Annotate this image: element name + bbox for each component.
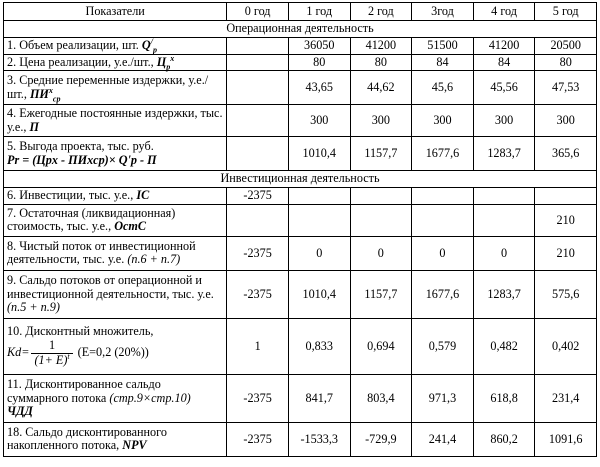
row-label-text: 10. Дисконтный множитель,: [7, 324, 154, 339]
table-row: [4, 204, 597, 236]
row-label: [4, 71, 227, 105]
cell: 1677,6: [412, 270, 474, 318]
row-formula: Pr = (Цpx - ПИxср)× Q'p - П: [7, 152, 157, 167]
row-label-text: 18. Сальдо дисконтированного накопленного потока,: [7, 424, 167, 453]
cell: [473, 204, 535, 236]
cell: 84: [473, 54, 535, 71]
row-variable: $Ц_p^x$: [156, 53, 175, 72]
row-label: [4, 137, 227, 171]
cell: 971,3: [412, 374, 474, 422]
cell: 210: [535, 236, 597, 270]
cell: -2375: [227, 270, 289, 318]
cell: 47,53: [535, 71, 597, 105]
row-note: (стр.9×стр.10): [109, 390, 191, 405]
cell: 1010,4: [288, 270, 350, 318]
cell: [473, 188, 535, 205]
row-variable: ОстС: [114, 219, 147, 234]
row-variable: $Q^/_p$: [141, 36, 157, 55]
row-variable: IC: [136, 188, 150, 203]
row-label-text: 5. Выгода проекта, тыс. руб.: [7, 139, 154, 154]
cell: 0: [288, 236, 350, 270]
row-label: [4, 236, 227, 270]
cell: -2375: [227, 188, 289, 205]
col-header-indicator: Показатели: [4, 3, 227, 21]
cell: 803,4: [350, 374, 412, 422]
cell: 1157,7: [350, 137, 412, 171]
cell: 51500: [412, 38, 474, 55]
section-row-investing: [4, 171, 597, 188]
discount-rate: (Е=0,2 (20%)): [77, 345, 149, 360]
cell: -729,9: [350, 422, 412, 456]
cell: [227, 38, 289, 55]
cell: [350, 188, 412, 205]
table-row: [4, 318, 597, 374]
cell: [535, 188, 597, 205]
cell: 0: [350, 236, 412, 270]
cell: 0: [412, 236, 474, 270]
row-label: [4, 374, 227, 422]
cell: 45,6: [412, 71, 474, 105]
cell: [412, 204, 474, 236]
cell: 575,6: [535, 270, 597, 318]
col-header-year-0: 0 год: [227, 3, 289, 21]
cell: 0: [473, 236, 535, 270]
row-label: [4, 204, 227, 236]
cell: [350, 204, 412, 236]
indicators-table: [3, 2, 597, 457]
cell: 1283,7: [473, 137, 535, 171]
cell: 80: [535, 54, 597, 71]
row-label: [4, 54, 227, 71]
cell: 1677,6: [412, 137, 474, 171]
cell: 300: [288, 105, 350, 137]
table-row: [4, 236, 597, 270]
table-row: [4, 38, 597, 55]
cell: 80: [350, 54, 412, 71]
row-note: (п.6 + п.7): [127, 252, 181, 267]
table-row: [4, 374, 597, 422]
table-row: [4, 422, 597, 456]
cell: 1: [227, 318, 289, 374]
cell: 0,482: [473, 318, 535, 374]
cell: 231,4: [535, 374, 597, 422]
cell: 1283,7: [473, 270, 535, 318]
row-label-text: 2. Цена реализации, у.е./шт.,: [7, 54, 154, 69]
table-row: [4, 270, 597, 318]
row-label: [4, 270, 227, 318]
cell: [227, 71, 289, 105]
cell: 84: [412, 54, 474, 71]
cell: 618,8: [473, 374, 535, 422]
cell: 210: [535, 204, 597, 236]
row-label: [4, 318, 227, 374]
cell: 300: [350, 105, 412, 137]
table-row: [4, 54, 597, 71]
cell: [288, 204, 350, 236]
row-variable: ЧДД: [7, 404, 33, 419]
row-label-text: 7. Остаточная (ликвидационная) стоимость, тыс. у.е.,: [7, 205, 176, 234]
cell: 841,7: [288, 374, 350, 422]
row-label-text: 1. Объем реализации, шт.: [7, 38, 139, 52]
row-label: [4, 38, 227, 55]
row-label-text: 4. Ежегодные постоянные издержки, тыс. у.е.,: [7, 106, 223, 134]
row-label-text: 9. Сальдо потоков от операционной и инвестиционной деятельности, тыс. у.е.: [7, 272, 214, 301]
row-label-text: 8. Чистый поток от инвестиционной деятельности, тыс. у.е.: [7, 238, 196, 267]
cell: 0,402: [535, 318, 597, 374]
row-label: [4, 105, 227, 137]
cell: [227, 137, 289, 171]
row-variable: $ПИ^x_{ср}$: [29, 85, 61, 104]
cell: [412, 188, 474, 205]
col-header-year-2: 2 год: [350, 3, 412, 21]
cell: 41200: [350, 38, 412, 55]
cell: 365,6: [535, 137, 597, 171]
cell: 41200: [473, 38, 535, 55]
cell: 1010,4: [288, 137, 350, 171]
cell: 241,4: [412, 422, 474, 456]
section-title-investing: Инвестиционная деятельность: [4, 171, 597, 188]
cell: 43,65: [288, 71, 350, 105]
cell: 860,2: [473, 422, 535, 456]
cell: 1091,6: [535, 422, 597, 456]
col-header-year-1: 1 год: [288, 3, 350, 21]
cell: 0,833: [288, 318, 350, 374]
cell: 300: [535, 105, 597, 137]
cell: [227, 204, 289, 236]
row-label: [4, 422, 227, 456]
row-label: [4, 188, 227, 205]
cell: 45,56: [473, 71, 535, 105]
col-header-year-3: 3год: [412, 3, 474, 21]
cell: 0,694: [350, 318, 412, 374]
discount-fraction: $\frac{1}{(1+ E)^t}$: [31, 339, 72, 367]
row-label-text: 11. Дисконтированное сальдо суммарного потока: [7, 376, 161, 405]
cell: 0,579: [412, 318, 474, 374]
cell: -2375: [227, 374, 289, 422]
col-header-year-5: 5 год: [535, 3, 597, 21]
cell: -2375: [227, 422, 289, 456]
cell: [227, 54, 289, 71]
cell: 36050: [288, 38, 350, 55]
cell: -2375: [227, 236, 289, 270]
cell: 44,62: [350, 71, 412, 105]
table-row: [4, 188, 597, 205]
kd-symbol: Kd=: [7, 345, 30, 360]
cell: [288, 188, 350, 205]
row-variable: NPV: [122, 438, 147, 453]
cell: 300: [473, 105, 535, 137]
cell: 20500: [535, 38, 597, 55]
cell: 1157,7: [350, 270, 412, 318]
cell: 300: [412, 105, 474, 137]
row-label-text: 6. Инвестиции, тыс. у.е.,: [7, 188, 134, 203]
row-note: (п.5 + п.9): [7, 300, 60, 315]
table-row: [4, 71, 597, 105]
section-row-operating: [4, 21, 597, 38]
row-label-text: 3. Средние переменные издержки, у.е./шт.,: [7, 73, 209, 101]
table-row: [4, 137, 597, 171]
row-variable: П: [29, 119, 39, 134]
col-header-year-4: 4 год: [473, 3, 535, 21]
header-row: [4, 3, 597, 21]
table-row: [4, 105, 597, 137]
cell: 80: [288, 54, 350, 71]
cell: [227, 105, 289, 137]
section-title-operating: Операционная деятельность: [4, 21, 597, 38]
cell: -1533,3: [288, 422, 350, 456]
